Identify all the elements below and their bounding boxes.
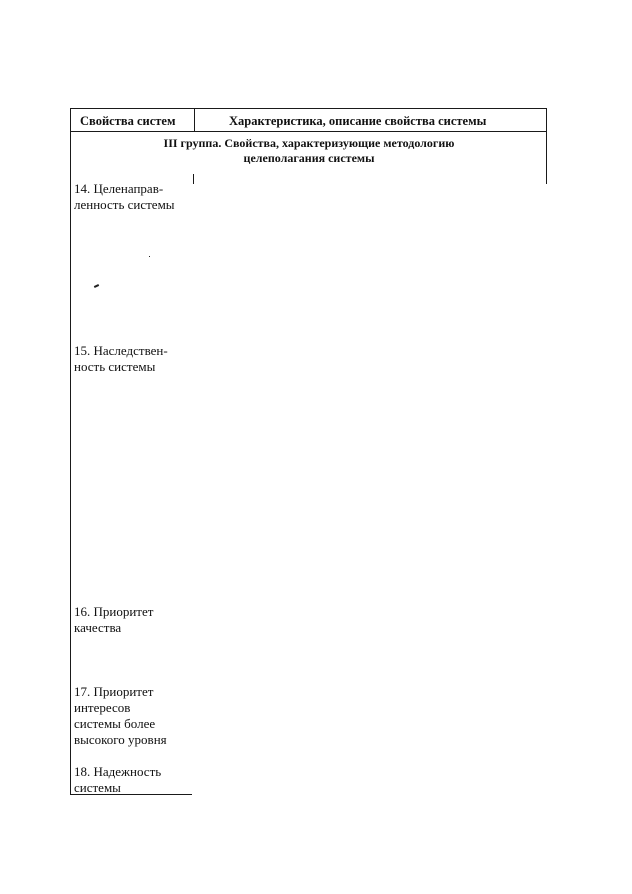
property-18 xyxy=(74,764,192,796)
column-divider-stub xyxy=(193,174,194,184)
property-line: интересов xyxy=(74,700,131,715)
property-line: системы более xyxy=(74,716,156,731)
scan-speck xyxy=(149,256,150,257)
header-properties: Свойства систем xyxy=(80,114,176,128)
property-15 xyxy=(74,343,192,375)
property-line: 16. Приоритет xyxy=(74,604,154,619)
property-line: качества xyxy=(74,620,122,635)
table-left-border xyxy=(70,108,71,795)
property-16 xyxy=(74,604,192,636)
header-description: Характеристика, описание свойства системы xyxy=(229,114,487,128)
property-line: 18. Надежность xyxy=(74,764,162,779)
column-divider xyxy=(194,108,195,132)
property-17 xyxy=(74,684,192,748)
property-line: системы xyxy=(74,780,121,795)
group-title-line-1: III группа. Свойства, характеризующие методологию xyxy=(163,136,455,150)
group-title-line-2: целеполагания системы xyxy=(243,151,375,165)
header-bottom-border xyxy=(70,131,547,132)
property-line: ность системы xyxy=(74,359,156,374)
property-line: 17. Приоритет xyxy=(74,684,154,699)
table-top-border xyxy=(70,108,547,109)
property-line: 15. Наследствен- xyxy=(74,343,168,358)
property-line: 14. Целенаправ- xyxy=(74,181,164,196)
property-14 xyxy=(74,181,192,213)
table-right-border xyxy=(546,108,547,184)
property-line: ленность системы xyxy=(74,197,175,212)
property-line: высокого уровня xyxy=(74,732,167,747)
scan-speck xyxy=(94,284,99,288)
group-title xyxy=(72,136,546,166)
